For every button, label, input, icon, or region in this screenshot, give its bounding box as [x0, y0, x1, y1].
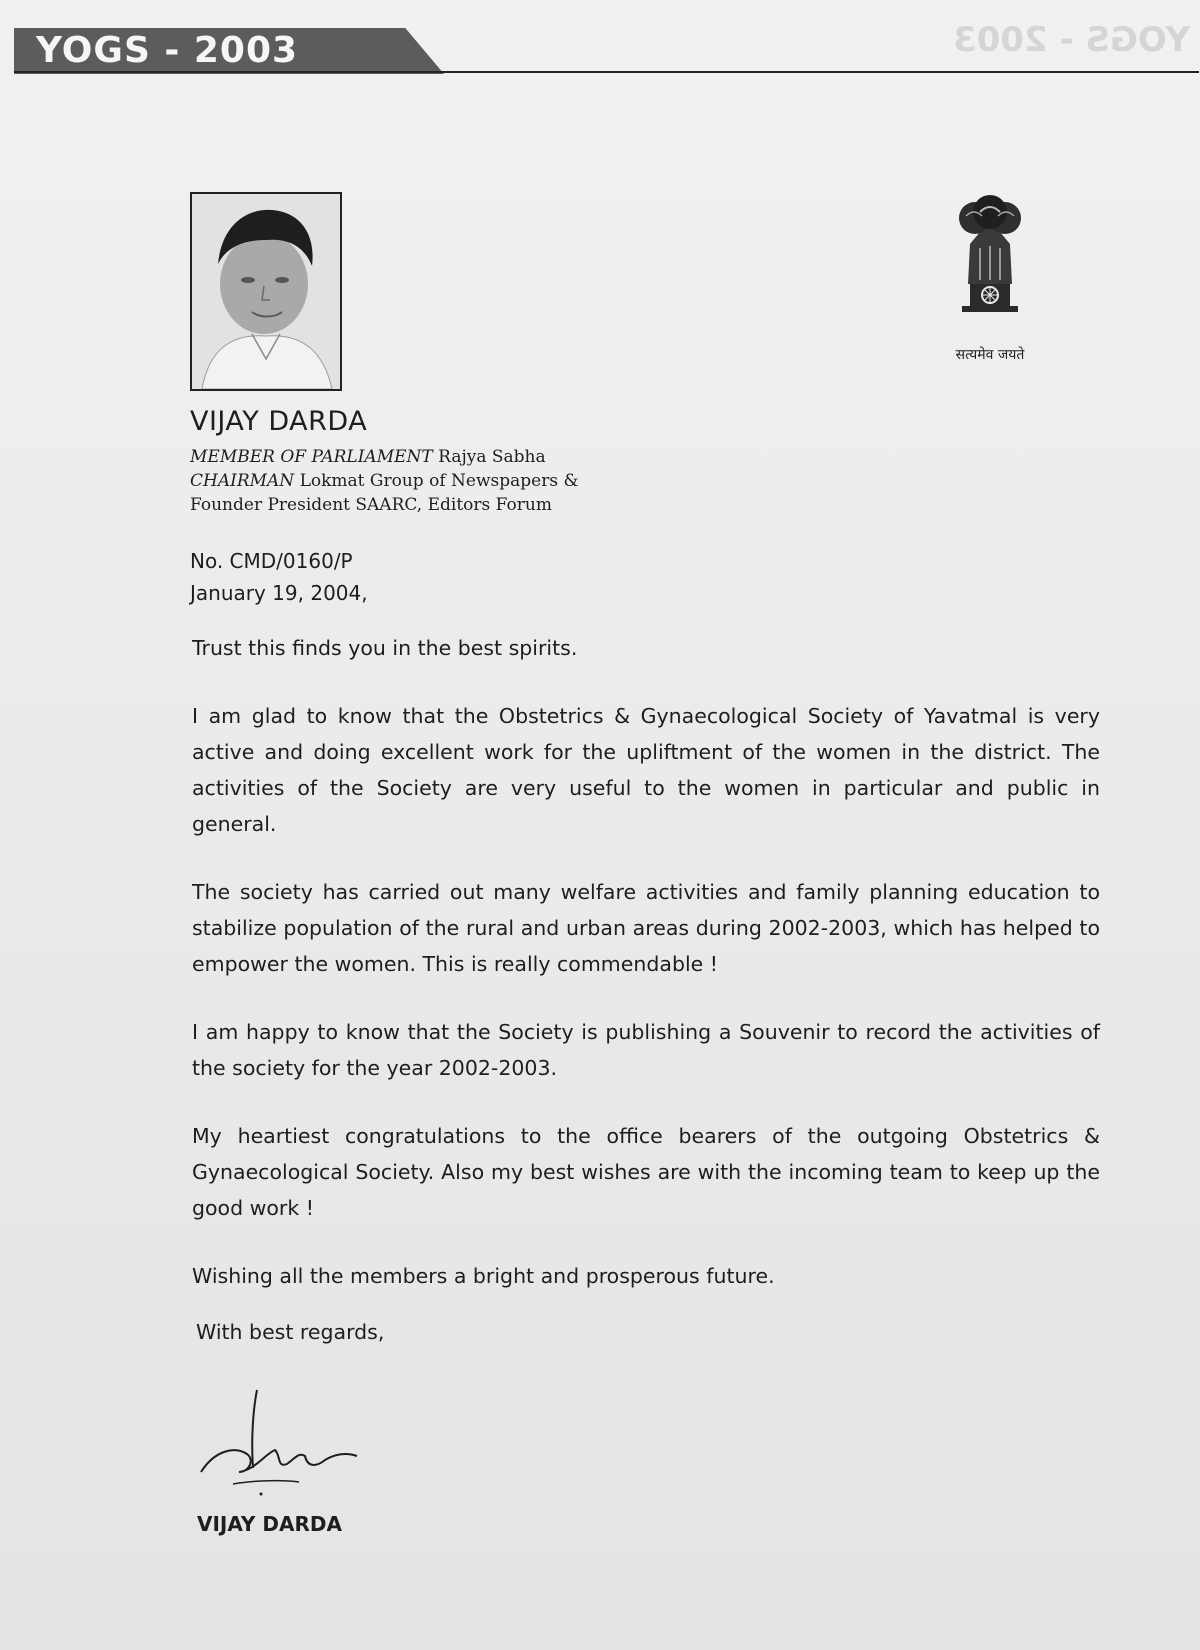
signature-icon — [195, 1380, 375, 1500]
handwritten-signature — [195, 1380, 375, 1500]
letter-reference — [190, 545, 368, 609]
body-paragraph-4: I am happy to know that the Society is publishing a Souvenir to record the activities of the society for the year 2002-2003. — [192, 1020, 1100, 1080]
title-1-role: MEMBER OF PARLIAMENT — [190, 447, 433, 467]
title-1-org: Rajya Sabha — [438, 447, 546, 467]
header-ghost-text: YOGS - 2003 — [952, 20, 1190, 60]
header-band — [14, 28, 1199, 76]
title-line-2 — [190, 469, 579, 493]
title-line-1 — [190, 445, 579, 469]
header-title: YOGS - 2003 — [36, 30, 299, 71]
sender-portrait — [190, 192, 342, 391]
body-paragraph-2: I am glad to know that the Obstetrics & Gynaecological Society of Yavatmal is very active and doing excellent work for the upliftment of the women in the district. The activities of the Society are very useful to the women in particular and public in general. — [192, 704, 1100, 836]
sender-name: VIJAY DARDA — [190, 406, 368, 437]
body-paragraph-3: The society has carried out many welfare activities and family planning education to stabilize population of the rural and urban areas during 2002-2003, which has helped to empower the women. This is really commendable ! — [192, 880, 1100, 976]
body-paragraph-5: My heartiest congratulations to the office bearers of the outgoing Obstetrics & Gynaecological Society. Also my best wishes are with the incoming team to keep up the good work ! — [192, 1124, 1100, 1220]
emblem-motto: सत्यमेव जयते — [955, 347, 1025, 363]
body-paragraph-1: Trust this finds you in the best spirits. — [192, 636, 578, 660]
header-rule — [14, 71, 1199, 73]
sender-titles — [190, 445, 579, 517]
lion-capital-icon — [940, 188, 1040, 328]
signer-name: VIJAY DARDA — [197, 1512, 342, 1536]
reference-number: No. CMD/0160/P — [190, 549, 353, 573]
title-2-org: Lokmat Group of Newspapers & — [299, 471, 579, 491]
title-line-3: Founder President SAARC, Editors Forum — [190, 495, 552, 515]
national-emblem — [940, 188, 1040, 328]
letter-date: January 19, 2004, — [190, 581, 368, 605]
title-2-role: CHAIRMAN — [190, 471, 295, 491]
portrait-icon — [192, 194, 340, 389]
body-paragraph-6: Wishing all the members a bright and prosperous future. — [192, 1264, 775, 1288]
closing-regards: With best regards, — [196, 1320, 385, 1344]
letter-body — [192, 630, 1100, 1326]
